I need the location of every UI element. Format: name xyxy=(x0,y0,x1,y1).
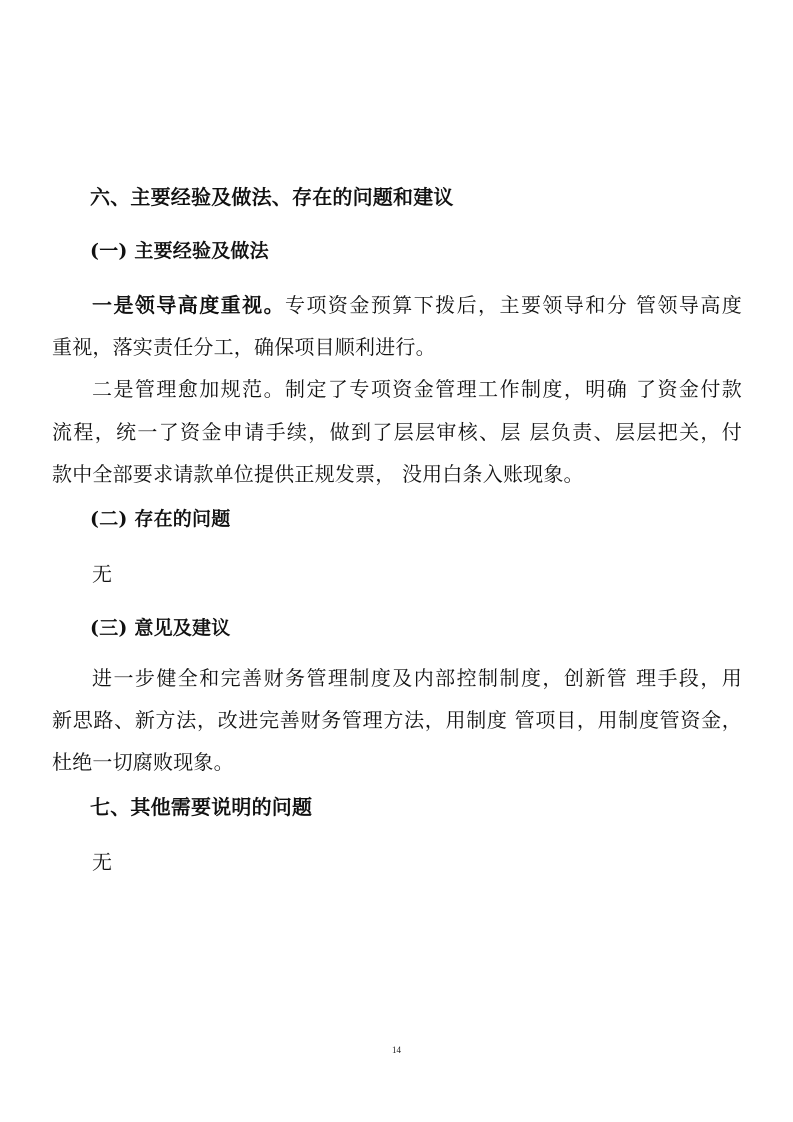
subsection-three-title: (三) 意见及建议 xyxy=(90,617,231,639)
section-seven-title: 七、其他需要说明的问题 xyxy=(90,795,313,819)
subsection-two-body: 无 xyxy=(92,562,113,586)
paragraph-management-line-3: 款中全部要求请款单位提供正规发票， 没用白条入账现象。 xyxy=(52,462,584,486)
paragraph-management-line-2: 流程，统一了资金申请手续，做到了层层审核、层 层负责、层层把关，付 xyxy=(52,420,742,444)
subsection-one-title: (一) 主要经验及做法 xyxy=(90,240,269,262)
page-number: 14 xyxy=(392,1045,401,1055)
section-seven-body: 无 xyxy=(92,850,113,874)
section-six-title: 六、主要经验及做法、存在的问题和建议 xyxy=(90,185,454,209)
paragraph-leadership-lead: 一是领导高度重视。 xyxy=(92,293,286,317)
paragraph-management-line-1: 二是管理愈加规范。制定了专项资金管理工作制度，明确 了资金付款 xyxy=(92,377,742,401)
subsection-two-title: (二) 存在的问题 xyxy=(90,508,231,530)
paragraph-leadership-rest: 专项资金预算下拨后，主要领导和分 管领导高度 xyxy=(285,293,742,317)
paragraph-suggestions-line-1: 进一步健全和完善财务管理制度及内部控制制度，创新管 理手段，用 xyxy=(92,666,742,690)
paragraph-suggestions-line-2: 新思路、新方法，改进完善财务管理方法，用制度 管项目，用制度管资金， xyxy=(52,708,742,732)
paragraph-suggestions-line-3: 杜绝一切腐败现象。 xyxy=(52,750,234,774)
paragraph-leadership-line-1 xyxy=(92,291,742,319)
paragraph-leadership-line-2: 重视，落实责任分工，确保项目顺利进行。 xyxy=(52,335,436,359)
